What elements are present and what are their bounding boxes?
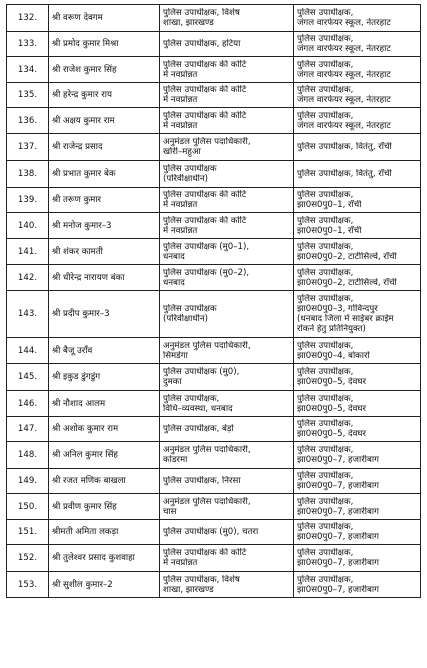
new-posting-line: पुलिस उपाधीक्षक, (297, 8, 354, 18)
new-posting (294, 265, 421, 291)
serial-number: 135. (7, 83, 49, 108)
serial-number: 142. (7, 265, 49, 291)
current-posting (160, 291, 294, 338)
new-posting-line: पुलिस उपाधीक्षक, (297, 419, 354, 429)
current-posting-line: में नवप्रोन्नत (163, 558, 198, 568)
new-posting-line: (धनबाद जिला में साईबर क्राईम (297, 314, 394, 324)
new-posting (294, 83, 421, 108)
serial-number: 136. (7, 108, 49, 134)
officer-name: श्री राजेश कुमार सिंह (49, 57, 160, 83)
officer-name: श्री राजेन्द्र प्रसाद (49, 134, 160, 161)
new-posting (294, 108, 421, 134)
table-row (7, 417, 421, 442)
current-posting-line: पुलिस उपाधीक्षक की कोटि (163, 548, 247, 558)
current-posting-line: पुलिस उपाधीक्षक, हटिया (163, 39, 241, 49)
new-posting-line: पुलिस उपाधीक्षक, वितंतु, राँची (297, 169, 392, 179)
current-posting (160, 338, 294, 364)
current-posting-line: में नवप्रोन्नत (163, 69, 198, 80)
serial-number: 141. (7, 239, 49, 265)
new-posting-line: पुलिस उपाधीक्षक, (297, 340, 354, 351)
new-posting-line: पुलिस उपाधीक्षक, (297, 574, 354, 585)
current-posting-line: पुलिस उपाधीक्षक, विशेष (163, 8, 240, 18)
new-posting-line: झा0स0पु0–7, हजारीबाग (297, 558, 379, 568)
new-posting-line: रोकने हेतु प्रतिनियुक्त) (297, 324, 366, 334)
current-posting-line: चास (163, 506, 177, 517)
new-posting-line: पुलिस उपाधीक्षक, (297, 110, 354, 121)
new-posting-line: झा0स0पु0–2, टाटीसिल्वे, राँची (297, 251, 397, 262)
new-posting (294, 5, 421, 32)
current-posting (160, 32, 294, 57)
current-posting (160, 391, 294, 417)
current-posting-line: (परिवीक्षाधीन) (163, 314, 208, 324)
new-posting (294, 442, 421, 469)
table-row (7, 572, 421, 598)
table-row (7, 161, 421, 188)
current-posting-line: (परिवीक्षाधीन) (163, 174, 208, 184)
current-posting-line: पुलिस उपाधीक्षक (163, 164, 217, 174)
serial-number: 134. (7, 57, 49, 83)
current-posting (160, 108, 294, 134)
table-row (7, 213, 421, 239)
officer-name: श्री रजत मणिक बाखला (49, 469, 160, 494)
current-posting (160, 83, 294, 108)
current-posting-line: में नवप्रोन्नत (163, 225, 198, 236)
serial-number: 152. (7, 545, 49, 572)
new-posting (294, 32, 421, 57)
serial-number: 146. (7, 391, 49, 417)
current-posting (160, 364, 294, 391)
table-row (7, 469, 421, 494)
new-posting-line: झा0स0पु0–3, गोविन्दपुर (297, 304, 378, 314)
new-posting-line: जंगल वारफेयर स्कूल, नेतरहाट (297, 120, 391, 131)
serial-number: 132. (7, 5, 49, 32)
table-row (7, 134, 421, 161)
new-posting-line: पुलिस उपाधीक्षक, (297, 215, 354, 226)
officer-name: श्रीमती अमिता लकड़ा (49, 520, 160, 545)
new-posting-line: पुलिस उपाधीक्षक, (297, 367, 354, 377)
new-posting-line: झा0स0पु0–5, देवघर (297, 429, 366, 439)
current-posting-line: पुलिस उपाधीक्षक (मु0–1), (163, 241, 250, 252)
serial-number: 143. (7, 291, 49, 338)
current-posting-line: अनुमंडल पुलिस पदाधिकारी, (163, 137, 251, 147)
officer-name: श्री अशोक कुमार राम (49, 417, 160, 442)
new-posting-line: झा0स0पु0–5, देवघर (297, 377, 366, 387)
table-row (7, 442, 421, 469)
new-posting-line: जंगल वारफेयर स्कूल, नेतरहाट (297, 69, 391, 80)
new-posting (294, 364, 421, 391)
current-posting-line: विधि–व्यवस्था, धनबाद (163, 403, 233, 414)
officer-name: श्री अनिल कुमार सिंह (49, 442, 160, 469)
new-posting-line: पुलिस उपाधीक्षक, (297, 34, 354, 44)
table-row (7, 32, 421, 57)
table-row (7, 494, 421, 520)
officer-name: श्री तुलेश्वर प्रसाद कुशवाहा (49, 545, 160, 572)
current-posting-line: पुलिस उपाधीक्षक (मु0–2), (163, 267, 250, 278)
current-posting-line: पुलिस उपाधीक्षक, विशेष (163, 574, 240, 585)
transfer-table (6, 4, 421, 598)
new-posting-line: झा0स0पु0–2, टाटीसिल्वे, राँची (297, 277, 397, 288)
current-posting (160, 469, 294, 494)
serial-number: 153. (7, 572, 49, 598)
current-posting (160, 161, 294, 188)
current-posting-line: में नवप्रोन्नत (163, 95, 198, 105)
new-posting (294, 572, 421, 598)
new-posting-line: पुलिस उपाधीक्षक, (297, 85, 354, 95)
new-posting-line: जंगल वारफेयर स्कूल, नेतरहाट (297, 95, 391, 105)
new-posting-line: पुलिस उपाधीक्षक, (297, 522, 354, 532)
officer-name: श्री प्रवीण कुमार सिंह (49, 494, 160, 520)
new-posting-line: झा0स0पु0–7, हजारीबाग (297, 455, 379, 465)
current-posting-line: में नवप्रोन्नत (163, 200, 198, 210)
current-posting (160, 188, 294, 213)
new-posting (294, 338, 421, 364)
serial-number: 137. (7, 134, 49, 161)
current-posting-line: धनबाद (163, 277, 185, 288)
table-row (7, 520, 421, 545)
officer-name: श्री प्रदीप कुमार–3 (49, 291, 160, 338)
officer-name: श्री शंकर कामती (49, 239, 160, 265)
current-posting (160, 5, 294, 32)
new-posting (294, 520, 421, 545)
serial-number: 151. (7, 520, 49, 545)
officer-name: श्री धीरेन्द्र नारायण बंका (49, 265, 160, 291)
current-posting-line: में नवप्रोन्नत (163, 120, 198, 131)
current-posting-line: पुलिस उपाधीक्षक (मु0), चतरा (163, 527, 259, 537)
table-row (7, 338, 421, 364)
current-posting (160, 545, 294, 572)
transfer-list-page (6, 4, 420, 598)
serial-number: 140. (7, 213, 49, 239)
new-posting (294, 291, 421, 338)
current-posting-line: खोरी–महुआ (163, 147, 201, 157)
current-posting-line: पुलिस उपाधीक्षक, निरसा (163, 476, 241, 486)
current-posting (160, 134, 294, 161)
current-posting-line: सिमडेगा (163, 350, 188, 361)
serial-number: 133. (7, 32, 49, 57)
new-posting-line: पुलिस उपाधीक्षक, (297, 59, 354, 70)
serial-number: 145. (7, 364, 49, 391)
new-posting-line: झा0स0पु0–7, हजारीबाग (297, 584, 379, 595)
current-posting (160, 442, 294, 469)
table-row (7, 391, 421, 417)
new-posting-line: पुलिस उपाधीक्षक, (297, 496, 354, 507)
table-row (7, 188, 421, 213)
current-posting-line: धनबाद (163, 251, 185, 262)
current-posting-line: अनुमंडल पुलिस पदाधिकारी, (163, 496, 251, 507)
new-posting-line: पुलिस उपाधीक्षक, (297, 445, 354, 455)
current-posting-line: पुलिस उपाधीक्षक की कोटि (163, 190, 247, 200)
new-posting-line: पुलिस उपाधीक्षक, (297, 241, 354, 252)
officer-name: श्री अक्षय कुमार राम (49, 108, 160, 134)
new-posting-line: झा0स0पु0–7, हजारीबाग (297, 532, 379, 542)
new-posting-line: झा0स0पु0–7, हजारीबाग (297, 481, 379, 491)
current-posting (160, 57, 294, 83)
serial-number: 148. (7, 442, 49, 469)
table-row (7, 291, 421, 338)
table-row (7, 83, 421, 108)
new-posting (294, 161, 421, 188)
current-posting-line: दुमका (163, 377, 182, 387)
table-row (7, 545, 421, 572)
current-posting-line: शाखा, झारखण्ड (163, 18, 214, 28)
new-posting-line: झा0स0पु0–7, हजारीबाग (297, 506, 379, 517)
new-posting (294, 545, 421, 572)
new-posting-line: झा0स0पु0–1, राँची (297, 225, 362, 236)
officer-name: श्री इकुड डुंगडुंग (49, 364, 160, 391)
serial-number: 147. (7, 417, 49, 442)
current-posting-line: अनुमंडल पुलिस पदाधिकारी, (163, 340, 251, 351)
current-posting-line: पुलिस उपाधीक्षक की कोटि (163, 110, 247, 121)
current-posting-line: पुलिस उपाधीक्षक की कोटि (163, 59, 247, 70)
table-row (7, 57, 421, 83)
new-posting (294, 239, 421, 265)
new-posting (294, 134, 421, 161)
officer-name: श्री नौशाद आलम (49, 391, 160, 417)
current-posting-line: पुलिस उपाधीक्षक, (163, 393, 220, 404)
current-posting-line: पुलिस उपाधीक्षक (मु0), (163, 367, 240, 377)
officer-name: श्री सुशील कुमार–2 (49, 572, 160, 598)
officer-name: श्री प्रमोद कुमार मिश्रा (49, 32, 160, 57)
table-row (7, 265, 421, 291)
new-posting (294, 188, 421, 213)
new-posting-line: जंगल वारफेयर स्कूल, नेतरहाट (297, 18, 391, 28)
new-posting-line: पुलिस उपाधीक्षक, (297, 393, 354, 404)
new-posting (294, 417, 421, 442)
current-posting (160, 213, 294, 239)
officer-name: श्री मनोज कुमार–3 (49, 213, 160, 239)
new-posting-line: झा0स0पु0–5, देवघर (297, 403, 366, 414)
serial-number: 149. (7, 469, 49, 494)
new-posting-line: पुलिस उपाधीक्षक, (297, 548, 354, 558)
current-posting-line: शाखा, झारखण्ड (163, 584, 214, 595)
current-posting (160, 265, 294, 291)
serial-number: 139. (7, 188, 49, 213)
current-posting (160, 494, 294, 520)
officer-name: श्री तरूण कुमार (49, 188, 160, 213)
new-posting (294, 494, 421, 520)
current-posting-line: अनुमंडल पुलिस पदाधिकारी, (163, 445, 251, 455)
serial-number: 144. (7, 338, 49, 364)
new-posting-line: पुलिस उपाधीक्षक, (297, 471, 354, 481)
new-posting (294, 57, 421, 83)
new-posting (294, 391, 421, 417)
table-row (7, 108, 421, 134)
table-row (7, 364, 421, 391)
current-posting-line: पुलिस उपाधीक्षक की कोटि (163, 215, 247, 226)
officer-name: श्री प्रभात कुमार बेक (49, 161, 160, 188)
table-row (7, 239, 421, 265)
serial-number: 138. (7, 161, 49, 188)
new-posting (294, 469, 421, 494)
new-posting-line: झा0स0पु0–4, बोकारो (297, 350, 370, 361)
current-posting (160, 239, 294, 265)
new-posting-line: जंगल वारफेयर स्कूल, नेतरहाट (297, 44, 391, 54)
new-posting-line: पुलिस उपाधीक्षक, (297, 294, 354, 304)
current-posting-line: कोडरमा (163, 455, 188, 465)
current-posting-line: पुलिस उपाधीक्षक, बेड़ो (163, 424, 234, 434)
table-row (7, 5, 421, 32)
officer-name: श्री हरेन्द्र कुमार राय (49, 83, 160, 108)
current-posting-line: पुलिस उपाधीक्षक (163, 304, 217, 314)
new-posting-line: झा0स0पु0–1, राँची (297, 200, 362, 210)
current-posting (160, 572, 294, 598)
new-posting-line: पुलिस उपाधीक्षक, (297, 267, 354, 278)
new-posting (294, 213, 421, 239)
new-posting-line: पुलिस उपाधीक्षक, वितंतु, राँची (297, 142, 392, 152)
officer-name: श्री वरूण देवगम (49, 5, 160, 32)
serial-number: 150. (7, 494, 49, 520)
current-posting (160, 417, 294, 442)
current-posting-line: पुलिस उपाधीक्षक की कोटि (163, 85, 247, 95)
new-posting-line: पुलिस उपाधीक्षक, (297, 190, 354, 200)
officer-name: श्री बैजू उराँव (49, 338, 160, 364)
transfer-table-body (7, 5, 421, 598)
current-posting (160, 520, 294, 545)
